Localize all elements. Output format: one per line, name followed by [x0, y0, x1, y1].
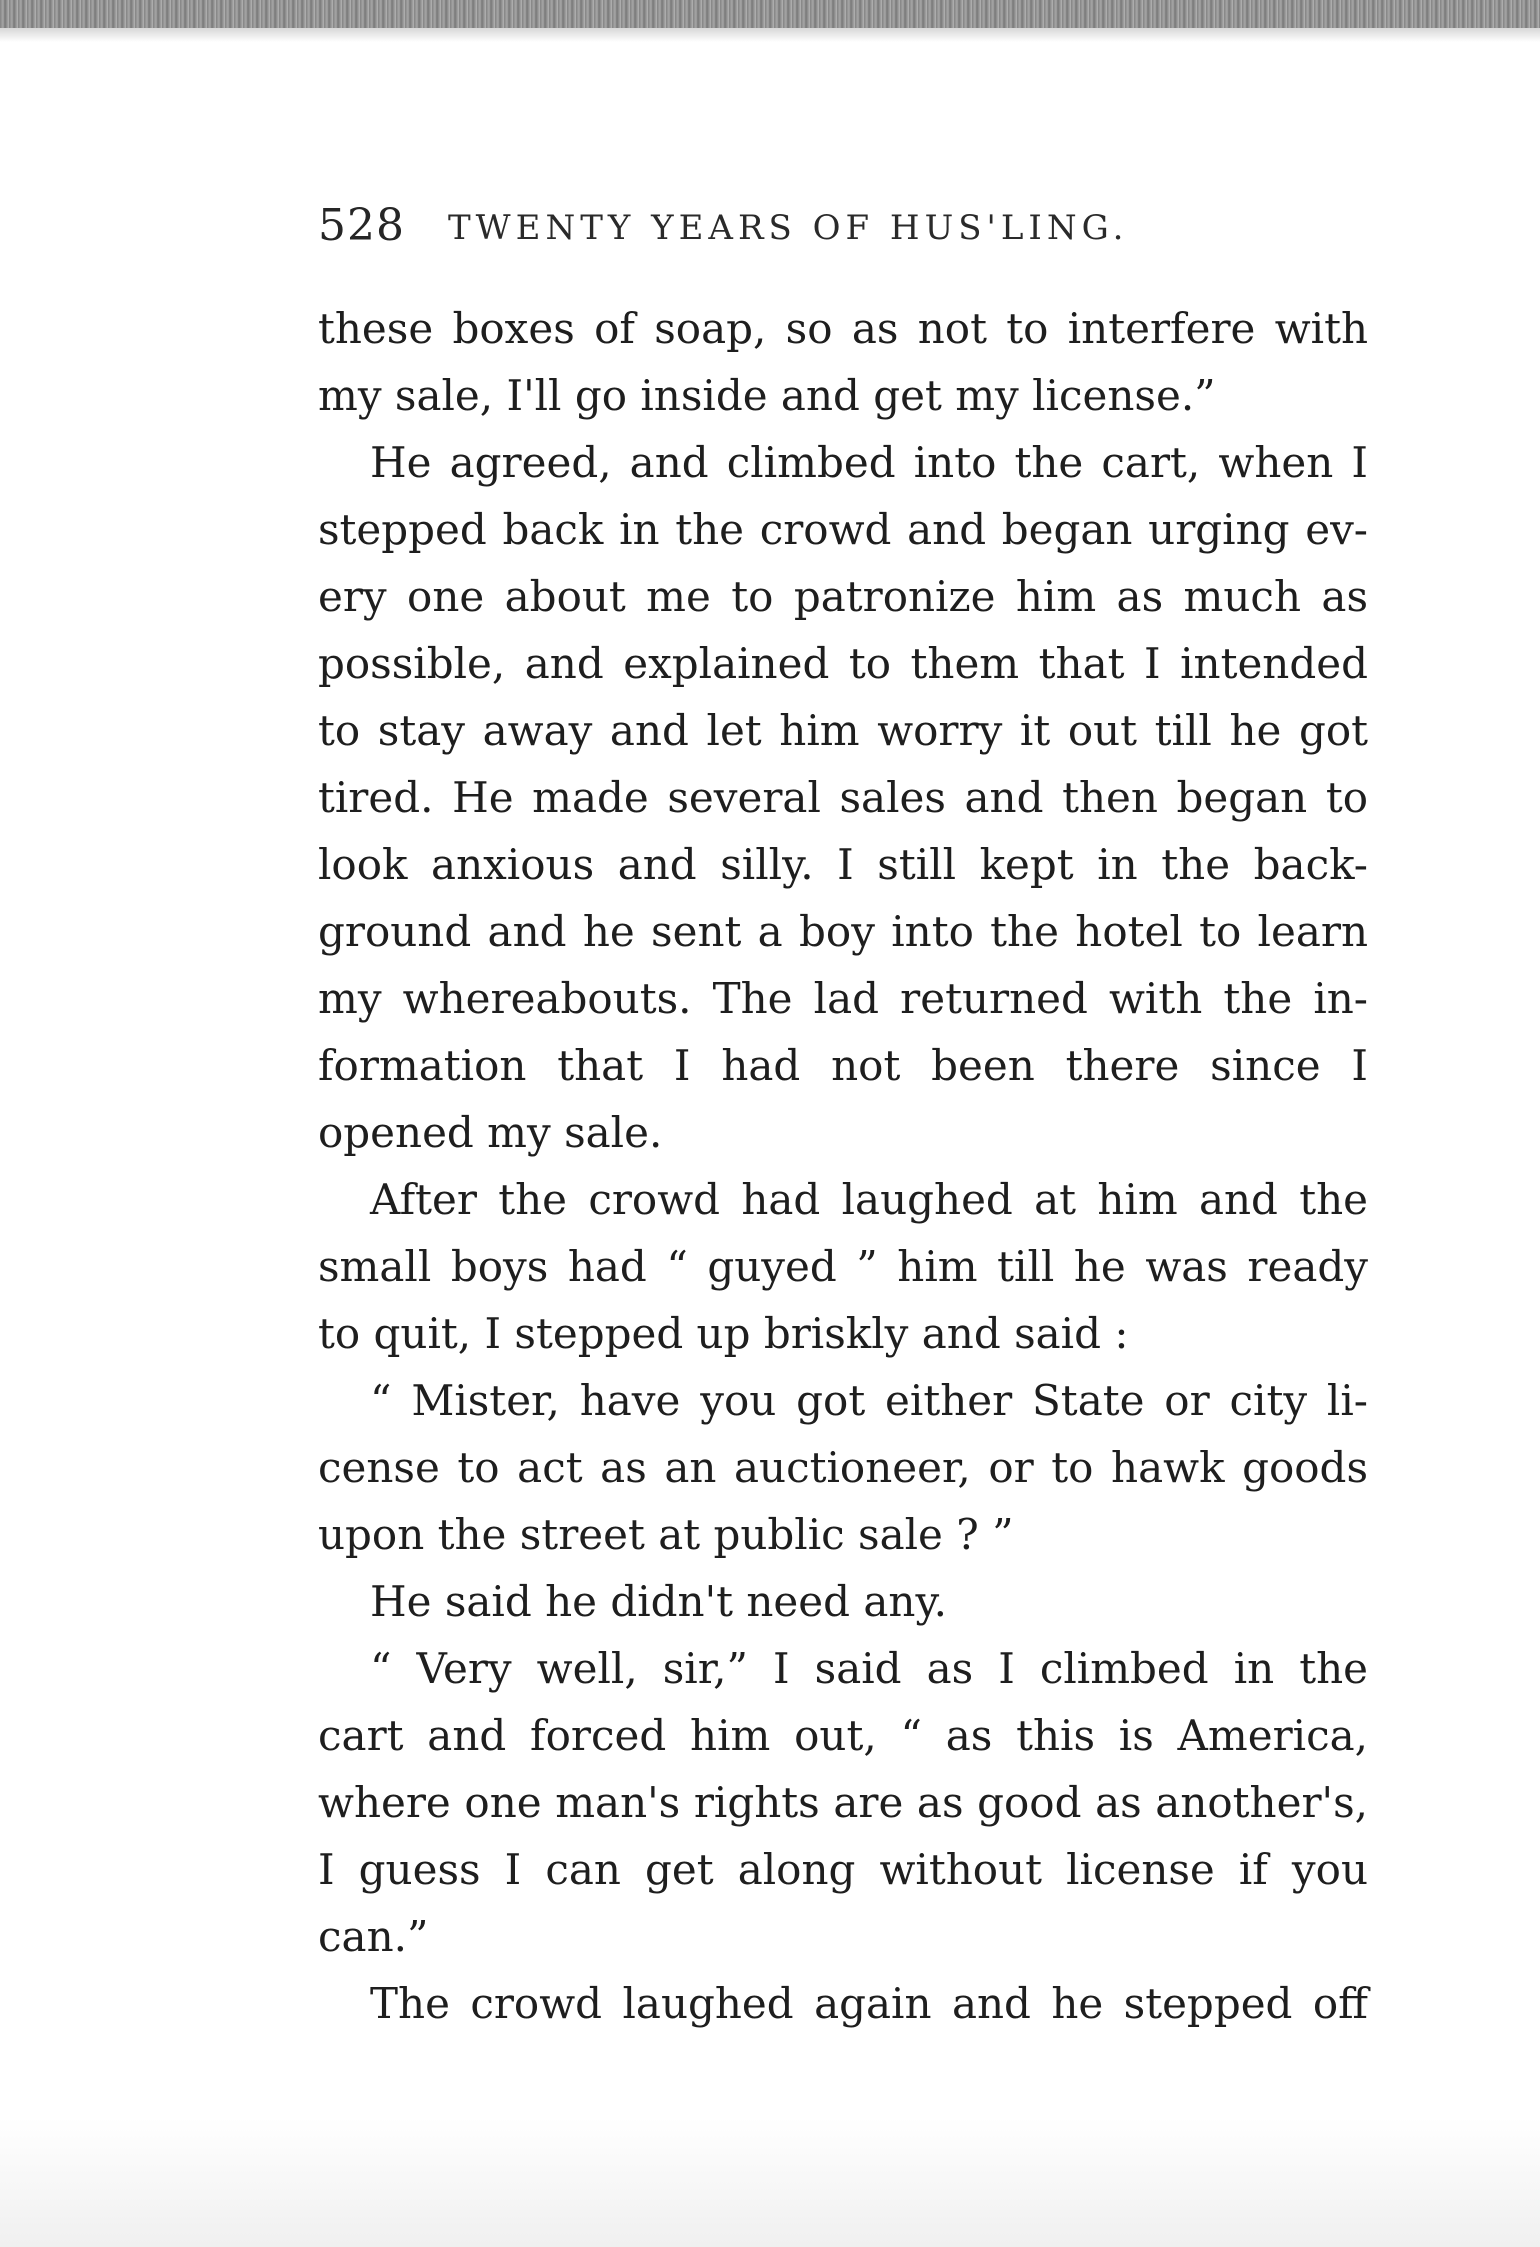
text-line: I guess I can get along without license if you	[318, 1845, 1368, 1894]
text-line: upon the street at public sale ? ”	[318, 1510, 1014, 1559]
text-line: possible, and explained to them that I intended	[318, 639, 1368, 688]
text-line: small boys had “ guyed ” him till he was ready	[318, 1242, 1368, 1291]
text-line: After the crowd had laughed at him and the	[370, 1175, 1368, 1224]
running-title: TWENTY YEARS OF HUS'LING.	[448, 208, 1129, 248]
text-line: formation that I had not been there since I	[318, 1041, 1368, 1090]
text-line: look anxious and silly. I still kept in the back-	[318, 840, 1368, 889]
page-number: 528	[318, 200, 405, 251]
text-line: He said he didn't need any.	[370, 1577, 947, 1626]
text-line: ground and he sent a boy into the hotel to learn	[318, 907, 1368, 956]
text-line: tired. He made several sales and then began to	[318, 773, 1368, 822]
body-text	[318, 295, 1368, 2037]
text-line: “ Very well, sir,” I said as I climbed in the	[370, 1644, 1368, 1693]
text-line: can.”	[318, 1912, 429, 1961]
text-line: stepped back in the crowd and began urging ev-	[318, 505, 1368, 554]
text-line: cense to act as an auctioneer, or to hawk goods	[318, 1443, 1368, 1492]
text-line: ery one about me to patronize him as much as	[318, 572, 1368, 621]
text-line: my whereabouts. The lad returned with the in-	[318, 974, 1368, 1023]
text-line: cart and forced him out, “ as this is America,	[318, 1711, 1368, 1760]
text-line: The crowd laughed again and he stepped off	[370, 1979, 1368, 2028]
text-line: where one man's rights are as good as another's,	[318, 1778, 1368, 1827]
text-line: these boxes of soap, so as not to interfere with	[318, 304, 1368, 353]
text-line: opened my sale.	[318, 1108, 663, 1157]
text-line: He agreed, and climbed into the cart, when I	[370, 438, 1368, 487]
text-line: “ Mister, have you got either State or city li-	[370, 1376, 1368, 1425]
page-header	[318, 196, 1368, 266]
text-line: to stay away and let him worry it out till he got	[318, 706, 1368, 755]
text-line: my sale, I'll go inside and get my license.”	[318, 371, 1216, 420]
text-line: to quit, I stepped up briskly and said :	[318, 1309, 1129, 1358]
